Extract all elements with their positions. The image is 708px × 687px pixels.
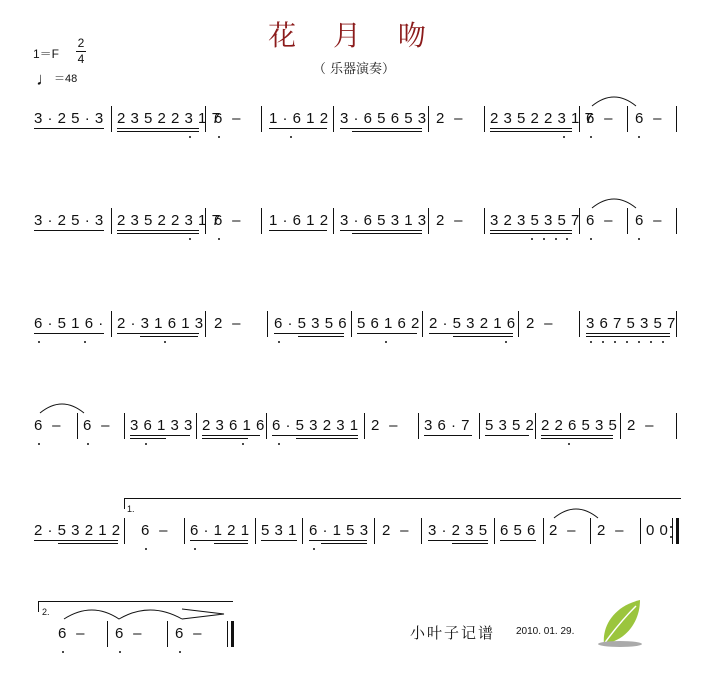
score-line-5 <box>0 504 708 552</box>
measure: 2 – <box>597 522 625 539</box>
measure: 5 6 1 6 2 <box>357 315 420 332</box>
measure: 6 · 5 3 5 6 <box>274 315 348 332</box>
measure: 2 · 5 3 2 1 2 <box>34 522 121 539</box>
measure: 2 · 5 3 2 1 6 <box>429 315 516 332</box>
measure: 6 – <box>34 417 62 434</box>
page-title: 花 月 吻 <box>268 19 440 52</box>
time-signature-top: 2 <box>77 36 85 50</box>
measure: 1 · 6 1 2 <box>269 110 329 127</box>
measure: 6 – <box>58 625 86 642</box>
measure: 6 – <box>141 522 169 539</box>
measure: 3 2 3 5 3 5 7 <box>490 212 580 229</box>
quarter-note-icon: ♩ <box>36 69 54 89</box>
measure: 2 – <box>627 417 655 434</box>
measure: 2 3 6 1 6 <box>202 417 265 434</box>
time-signature <box>76 37 86 66</box>
measure: 2 – <box>436 212 464 229</box>
tie-icon <box>590 194 638 210</box>
measure: 6 – <box>214 212 242 229</box>
measure: 6 – <box>83 417 111 434</box>
measure: 6 – <box>586 212 614 229</box>
measure: 3 6 · 7 <box>424 417 471 434</box>
transcription-date: 2010. 01. 29. <box>516 626 575 637</box>
measure: 2 3 5 2 2 3 1 7 <box>117 212 221 229</box>
measure: 2 – <box>526 315 554 332</box>
tempo-value: ＝48 <box>54 73 78 85</box>
measure: 5 3 1 <box>261 522 297 539</box>
measure: 6 · 5 1 6 · <box>34 315 104 332</box>
measure: 3 6 1 3 3 <box>130 417 193 434</box>
transcriber-signature: 小叶子记谱 <box>410 624 496 642</box>
measure: 6 – <box>175 625 203 642</box>
measure: 6 · 5 3 2 3 1 <box>272 417 359 434</box>
measure: 3 · 2 5 · 3 <box>34 110 104 127</box>
measure: 2 · 3 1 6 1 3 <box>117 315 204 332</box>
tie-icon <box>62 605 188 621</box>
measure: 0 0 <box>646 522 669 539</box>
tie-icon <box>552 504 600 520</box>
measure: 5 3 5 2 <box>485 417 535 434</box>
tempo-marking <box>36 69 78 89</box>
measure: 2 2 6 5 3 5 <box>541 417 618 434</box>
measure: 2 – <box>214 315 242 332</box>
measure: 2 – <box>436 110 464 127</box>
leaf-logo-icon <box>596 596 644 648</box>
measure: 6 · 1 5 3 <box>309 522 369 539</box>
decrescendo-icon <box>180 607 226 621</box>
time-signature-bottom: 4 <box>77 52 85 66</box>
measure: 2 3 5 2 2 3 1 7 <box>117 110 221 127</box>
measure: 6 · 1 2 1 <box>190 522 250 539</box>
measure: 1 · 6 1 2 <box>269 212 329 229</box>
measure: 3 · 6 5 6 5 3 <box>340 110 427 127</box>
measure: 2 – <box>371 417 399 434</box>
measure: 6 – <box>214 110 242 127</box>
measure: 2 – <box>382 522 410 539</box>
score-line-3 <box>0 305 708 345</box>
score-line-1 <box>0 100 708 140</box>
measure: 6 – <box>635 110 663 127</box>
measure: 2 – <box>549 522 577 539</box>
measure: 3 · 2 3 5 <box>428 522 488 539</box>
measure: 6 – <box>115 625 143 642</box>
measure: 6 – <box>635 212 663 229</box>
measure: 3 · 6 5 3 1 3 <box>340 212 427 229</box>
tie-icon <box>590 92 638 108</box>
measure: 3 · 2 5 · 3 <box>34 212 104 229</box>
measure: 6 – <box>586 110 614 127</box>
volta-number: 2. <box>42 607 50 617</box>
measure: 6 5 6 <box>500 522 536 539</box>
score-line-4 <box>0 407 708 447</box>
measure: 2 3 5 2 2 3 1 7 <box>490 110 594 127</box>
key-signature: 1＝F <box>33 47 60 61</box>
score-line-2 <box>0 202 708 242</box>
tie-icon <box>38 399 86 415</box>
page-subtitle: （ 乐器演奏） <box>312 62 396 77</box>
volta-number: 1. <box>127 504 135 514</box>
measure: 3 6 7 5 3 5 7 <box>586 315 676 332</box>
